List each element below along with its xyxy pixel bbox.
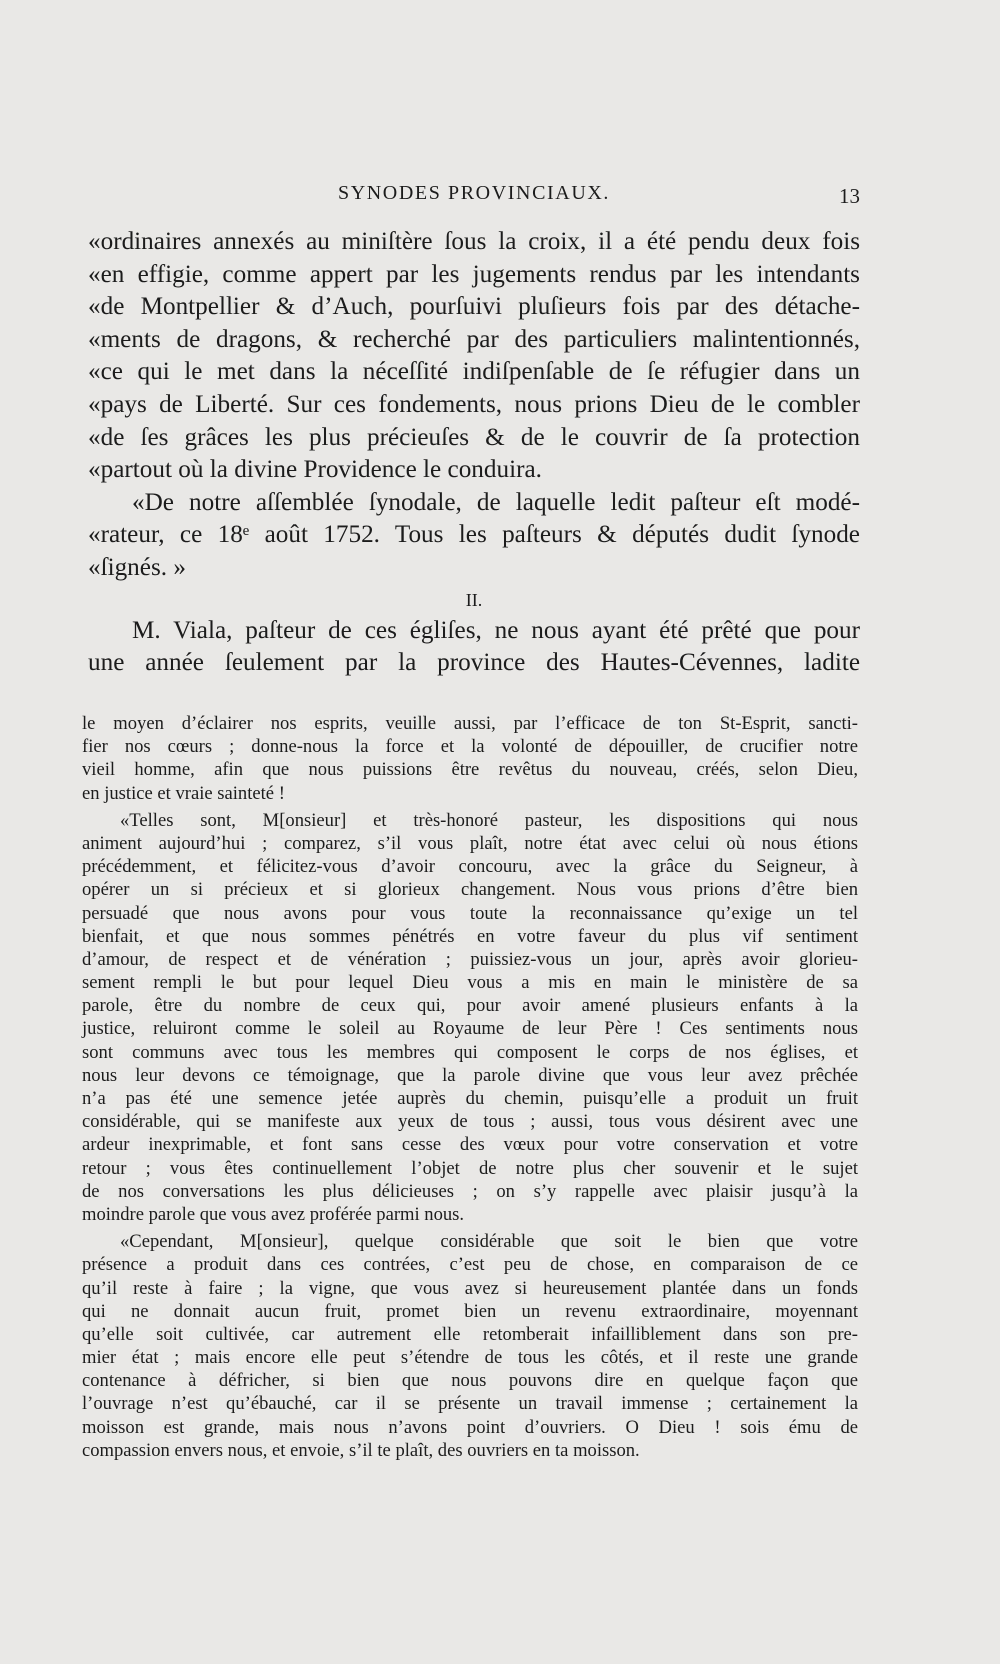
main-text	[88, 226, 860, 680]
text-line: de nos conversations les plus délicieuses ; on s’y rappelle avec plaisir jusqu’à la	[82, 1180, 858, 1202]
text-line: en justice et vraie sainteté !	[82, 782, 285, 804]
text-line: «ce qui le met dans la néceſſité indiſpenſable de ſe réfugier dans un	[88, 358, 860, 386]
text-line: qui ne donnait aucun fruit, promet bien un revenu extraordinaire, moyennant	[82, 1300, 858, 1322]
text-line: «en effigie, comme appert par les jugements rendus par les intendants	[88, 260, 860, 288]
text-line: sont communs avec tous les membres qui composent le corps de nos églises, et	[82, 1041, 858, 1063]
text-line: animent aujourd’hui ; comparez, s’il vous plaît, notre état avec celui où nous étions	[82, 832, 858, 854]
text-line: «ſignés. »	[88, 553, 186, 581]
text-line: n’a pas été une semence jetée auprès du chemin, puisqu’elle a produit un fruit	[82, 1088, 858, 1109]
text-line: fier nos cœurs ; donne-nous la force et la volonté de dépouiller, de crucifier notre	[82, 736, 858, 758]
page-number: 13	[839, 184, 860, 208]
text-line: «Cependant, M[onsieur], quelque considérable que soit le bien que votre	[120, 1231, 858, 1253]
text-line: «ments de dragons, & recherché par des particuliers malintentionnés,	[88, 325, 860, 353]
text-line: le moyen d’éclairer nos esprits, veuille aussi, par l’efficace de ton St-Esprit, sancti-	[82, 713, 858, 734]
text-line: sement rempli le but pour lequel Dieu vous a mis en main le ministère de sa	[82, 972, 858, 994]
footnote-paragraph	[82, 1230, 858, 1462]
text-line: «pays de Liberté. Sur ces fondements, nous prions Dieu de le combler	[88, 390, 860, 418]
text-line: «partout où la divine Providence le conduira.	[88, 456, 542, 484]
text-line: d’amour, de respect et de vénération ; puissiez-vous un jour, après avoir glorieu-	[82, 948, 858, 970]
text-line: «De notre aſſemblée ſynodale, de laquelle ledit paſteur eſt modé-	[132, 488, 860, 516]
text-line: «ordinaires annexés au miniſtère ſous la croix, il a été pendu deux fois	[88, 228, 860, 255]
text-line: qu’il reste à faire ; la vigne, que vous avez si heureusement plantée dans un fonds	[82, 1277, 858, 1299]
paragraph-deliberation	[88, 226, 860, 487]
section-number: II.	[465, 589, 483, 610]
text-line: vieil homme, afin que nous puissions être revêtus du nouveau, créés, selon Dieu,	[82, 759, 858, 781]
running-title: SYNODES PROVINCIAUX.	[337, 182, 611, 204]
text-line: M. Viala, paſteur de ces égliſes, ne nous ayant été prêté que pour	[132, 616, 860, 644]
text-line: retour ; vous êtes continuellement l’objet de notre plus cher souvenir et le sujet	[82, 1157, 858, 1179]
footnote-paragraph	[82, 712, 858, 805]
text-line: opérer un si précieux et si glorieux changement. Nous vous prions d’être bien	[82, 879, 858, 901]
text-line: présence a produit dans ces contrées, c’est peu de chose, en comparaison de ce	[82, 1254, 858, 1276]
text-line: contenance à défricher, si bien que nous pouvons dire en quelque façon que	[82, 1370, 858, 1392]
text-line: «rateur, ce 18ᵉ août 1752. Tous les paſteurs & députés dudit ſynode	[88, 521, 860, 549]
text-line: justice, reluiront comme le soleil au Royaume de leur Père ! Ces sentiments nous	[82, 1018, 858, 1040]
paragraph-signature	[88, 487, 860, 585]
footnote-text	[82, 712, 858, 1466]
text-line: mier état ; mais encore elle peut s’étendre de tous les côtés, et il reste une grande	[82, 1347, 858, 1369]
text-line: nous leur devons ce témoignage, que la parole divine que vous leur avez prêchée	[82, 1064, 858, 1086]
paragraph-viala	[88, 615, 860, 680]
text-line: moisson est grande, mais nous n’avons point d’ouvriers. O Dieu ! sois ému de	[82, 1416, 858, 1438]
text-line: parole, être du nombre de ceux qui, pour avoir amené plusieurs enfants à la	[82, 995, 858, 1017]
text-line: précédemment, et félicitez-vous d’avoir concouru, avec la grâce du Seigneur, à	[82, 856, 858, 878]
text-line: «Telles sont, M[onsieur] et très-honoré pasteur, les dispositions qui nous	[120, 809, 858, 831]
text-line: l’ouvrage n’est qu’ébauché, car il se présente un travail immense ; certainement la	[82, 1393, 858, 1415]
text-line: persuadé que nous avons pour vous toute la reconnaissance qu’exige un tel	[82, 902, 858, 924]
text-line: une année ſeulement par la province des Hautes-Cévennes, ladite	[88, 649, 860, 677]
text-line: qu’elle soit cultivée, car autrement elle retomberait infailliblement dans son pre-	[82, 1323, 858, 1345]
text-line: ardeur inexprimable, et font sans cesse des vœux pour votre conservation et votre	[82, 1134, 858, 1156]
text-line: bienfait, et que nous sommes pénétrés en votre faveur du plus vif sentiment	[82, 925, 858, 947]
text-line: moindre parole que vous avez proférée parmi nous.	[82, 1203, 465, 1225]
text-line: compassion envers nous, et envoie, s’il te plaît, des ouvriers en ta moisson.	[82, 1439, 640, 1461]
footnote-paragraph	[82, 809, 858, 1226]
text-line: «de ſes grâces les plus précieuſes & de le couvrir de ſa protection	[88, 423, 860, 451]
text-line: considérable, qui se manifeste aux yeux de tous ; aussi, tous vous désirent avec une	[82, 1111, 858, 1133]
page-header	[88, 178, 860, 212]
text-line: «de Montpellier & d’Auch, pourſuivi pluſieurs fois par des détache-	[88, 293, 860, 321]
